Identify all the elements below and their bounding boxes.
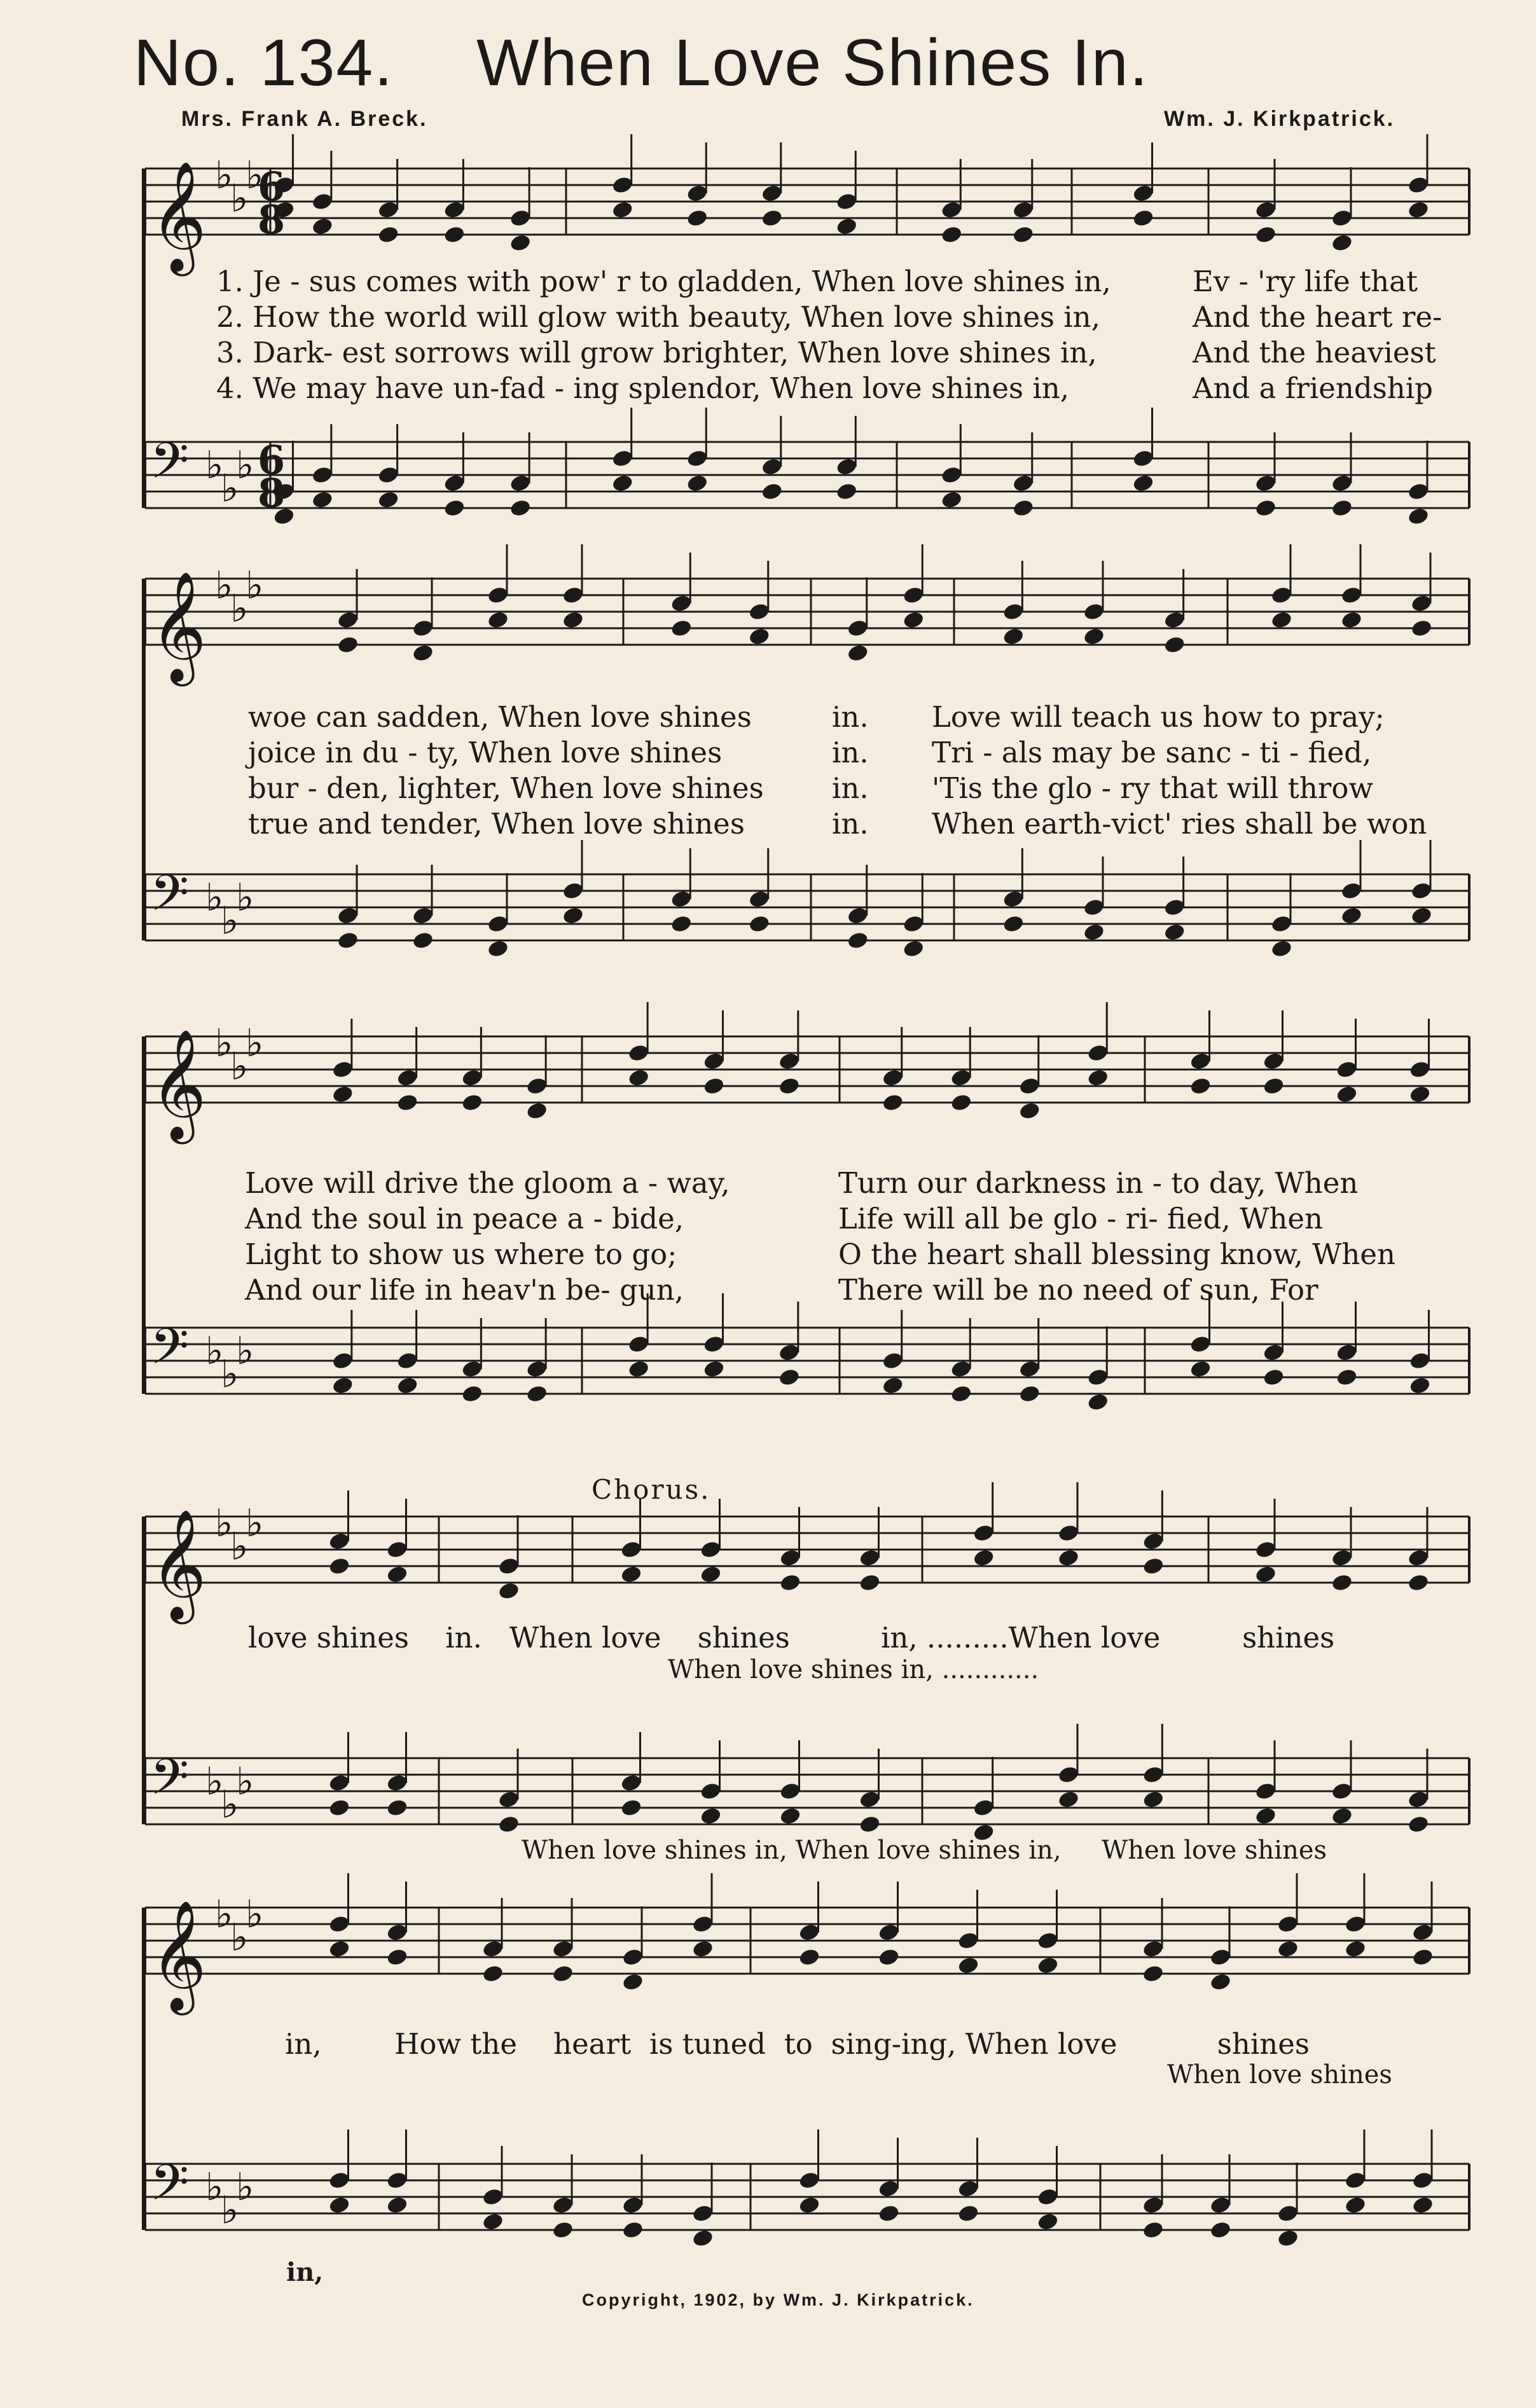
verse-line: in. xyxy=(832,736,869,769)
note-head xyxy=(779,1573,802,1593)
note-head xyxy=(497,1815,520,1834)
note-head xyxy=(328,1798,351,1818)
flat-icon: ♭ xyxy=(230,586,249,631)
verse-line: Life will all be glo - ri- fied, When xyxy=(838,1202,1323,1235)
note-head xyxy=(1270,939,1293,959)
verse-line: And our life in heav'n be- gun, xyxy=(245,1273,684,1307)
system4-alto-line: When love shines in, ............ xyxy=(668,1655,1039,1684)
note-head xyxy=(562,610,585,630)
note-head xyxy=(443,225,466,245)
system4-bass-line: When love shines in, When love shines in, When love shines xyxy=(522,1836,1327,1865)
note-head xyxy=(620,1565,643,1585)
note-head xyxy=(621,1972,644,1992)
composer-credit: Wm. J. Kirkpatrick. xyxy=(1164,107,1395,131)
note-head xyxy=(377,490,400,510)
flat-icon: ♭ xyxy=(246,153,264,198)
note-head xyxy=(1344,1939,1367,1959)
verse-line: Love will teach us how to pray; xyxy=(932,700,1385,734)
flat-icon: ♭ xyxy=(215,563,233,609)
note-head xyxy=(443,499,466,518)
verse-line: Tri - als may be sanc - ti - fied, xyxy=(932,736,1372,769)
note-head xyxy=(1277,1939,1299,1959)
note-head xyxy=(847,643,869,663)
note-head xyxy=(525,1384,548,1404)
verse-line: And the heaviest xyxy=(1193,336,1436,369)
flat-icon: ♭ xyxy=(221,466,239,511)
system5-bass-line: in, xyxy=(286,2257,324,2287)
note-head xyxy=(336,635,359,655)
verse-line: There will be no need of sun, For xyxy=(838,1273,1318,1307)
flat-icon: ♭ xyxy=(221,1352,239,1397)
note-head xyxy=(1037,1956,1060,1976)
note-head xyxy=(396,1093,419,1113)
note-head xyxy=(1277,2229,1299,2248)
flat-icon: ♭ xyxy=(246,1892,264,1937)
note-head xyxy=(1340,610,1363,630)
verse-line: joice in du - ty, When love shines xyxy=(248,736,723,769)
note-head xyxy=(1336,1368,1359,1387)
system1-verses-end xyxy=(1193,264,1442,406)
note-head xyxy=(386,2196,409,2215)
note-head xyxy=(1163,635,1186,655)
note-head xyxy=(878,2204,901,2224)
note-head xyxy=(1409,1376,1432,1396)
flat-icon: ♭ xyxy=(230,1524,249,1569)
note-head xyxy=(377,225,400,245)
verse-line: Love will drive the gloom a - way, xyxy=(245,1166,730,1200)
note-head xyxy=(691,2229,714,2248)
note-head xyxy=(1142,1790,1165,1810)
note-head xyxy=(1057,1548,1080,1568)
time-signature: 6 xyxy=(258,163,286,210)
flat-icon: ♭ xyxy=(215,1501,233,1546)
note-head xyxy=(487,939,509,959)
verse-line: bur - den, lighter, When love shines xyxy=(248,771,764,805)
note-head xyxy=(1411,1948,1434,1967)
verse-line: When earth-vict' ries shall be won xyxy=(932,807,1427,841)
system5-alto-line: When love shines xyxy=(1167,2060,1392,2089)
note-head xyxy=(1331,1573,1353,1593)
time-signature: 8 xyxy=(258,470,286,516)
verse-line: woe can sadden, When love shines xyxy=(248,700,752,734)
hymn-number: No. 134. xyxy=(134,26,394,100)
verse-line: Turn our darkness in - to day, When xyxy=(838,1166,1359,1200)
note-head xyxy=(620,1798,643,1818)
note-head xyxy=(1270,610,1293,630)
note-head xyxy=(700,1565,723,1585)
note-head xyxy=(1410,906,1433,926)
note-head xyxy=(1254,499,1277,518)
flat-icon: ♭ xyxy=(221,2188,239,2233)
verse-line: in. xyxy=(832,807,869,841)
note-head xyxy=(328,1557,351,1576)
note-head xyxy=(957,2204,980,2224)
note-head xyxy=(1002,914,1025,934)
bass-clef-icon: 𝄢 xyxy=(150,1749,190,1819)
note-head xyxy=(1132,209,1155,228)
note-head xyxy=(882,1376,904,1396)
verse-line: And the soul in peace a - bide, xyxy=(245,1202,684,1235)
flat-icon: ♭ xyxy=(236,876,254,921)
note-head xyxy=(328,1939,351,1959)
note-head xyxy=(1410,619,1433,638)
note-head xyxy=(1209,1972,1232,1992)
note-head xyxy=(847,931,869,951)
verse-line: 'Tis the glo - ry that will throw xyxy=(932,771,1373,805)
note-head xyxy=(1018,1384,1041,1404)
note-head xyxy=(1407,507,1430,526)
note-head xyxy=(798,2196,821,2215)
treble-clef-icon: 𝄞 xyxy=(150,161,207,272)
note-head xyxy=(1086,1393,1109,1412)
note-head xyxy=(461,1384,484,1404)
flat-icon: ♭ xyxy=(230,1044,249,1089)
note-head xyxy=(761,482,784,502)
note-head xyxy=(1189,1359,1212,1379)
treble-clef-icon: 𝄞 xyxy=(150,1029,207,1139)
note-head xyxy=(551,1964,574,1984)
system3-left xyxy=(245,1166,730,1308)
note-head xyxy=(835,217,858,237)
note-head xyxy=(778,1368,801,1387)
note-head xyxy=(1012,225,1035,245)
note-head xyxy=(396,1376,419,1396)
note-head xyxy=(1336,1085,1359,1104)
note-head xyxy=(412,931,434,951)
note-head xyxy=(703,1077,726,1096)
flat-icon: ♭ xyxy=(236,1759,254,1805)
flat-icon: ♭ xyxy=(246,1021,264,1066)
note-head xyxy=(670,619,693,638)
flat-icon: ♭ xyxy=(236,2165,254,2210)
verse-line: And a friendship xyxy=(1193,371,1433,405)
note-head xyxy=(1209,2220,1232,2240)
system4-lyric: love shines in. When love shines in, .........When love shines xyxy=(248,1621,1335,1655)
note-head xyxy=(481,1964,504,1984)
verse-line: 2. How the world will glow with beauty, When love shines in, xyxy=(216,300,1100,334)
note-head xyxy=(1254,225,1277,245)
note-head xyxy=(627,1068,650,1088)
flat-icon: ♭ xyxy=(205,1759,224,1805)
flat-icon: ♭ xyxy=(246,1501,264,1546)
note-head xyxy=(940,490,963,510)
note-head xyxy=(1331,1806,1353,1826)
note-head xyxy=(686,209,709,228)
note-head xyxy=(1263,1077,1285,1096)
note-head xyxy=(627,1359,650,1379)
flat-icon: ♭ xyxy=(205,1329,224,1374)
system2-left xyxy=(248,699,764,842)
verse-line: 3. Dark- est sorrows will grow brighter, When love shines in, xyxy=(216,336,1097,369)
note-head xyxy=(487,610,509,630)
time-signature: 6 xyxy=(258,437,286,483)
note-head xyxy=(1132,474,1155,493)
note-head xyxy=(331,1085,354,1104)
note-head xyxy=(882,1093,904,1113)
note-head xyxy=(778,1077,801,1096)
note-head xyxy=(386,1798,409,1818)
note-head xyxy=(957,1956,980,1976)
note-head xyxy=(328,2196,351,2215)
note-head xyxy=(940,225,963,245)
note-head xyxy=(1163,923,1186,942)
note-head xyxy=(703,1359,726,1379)
note-head xyxy=(859,1815,882,1834)
note-head xyxy=(878,1948,901,1967)
note-head xyxy=(1142,1557,1165,1576)
note-head xyxy=(691,1939,714,1959)
flat-icon: ♭ xyxy=(246,563,264,609)
note-head xyxy=(611,474,634,493)
note-head xyxy=(386,1565,409,1585)
treble-clef-icon: 𝄞 xyxy=(150,1900,207,2011)
note-head xyxy=(509,233,532,253)
note-head xyxy=(1083,627,1105,647)
flat-icon: ♭ xyxy=(215,1021,233,1066)
note-head xyxy=(902,939,925,959)
flat-icon: ♭ xyxy=(215,153,233,198)
note-head xyxy=(1409,1085,1432,1104)
note-head xyxy=(1057,1790,1080,1810)
bass-clef-icon: 𝄢 xyxy=(150,432,190,502)
verse-line: And the heart re- xyxy=(1193,300,1443,334)
note-head xyxy=(525,1101,548,1121)
flat-icon: ♭ xyxy=(215,1892,233,1937)
verse-line: in. xyxy=(832,771,869,805)
chorus-label: Chorus. xyxy=(592,1474,711,1505)
flat-icon: ♭ xyxy=(205,876,224,921)
note-head xyxy=(311,217,334,237)
note-head xyxy=(551,2220,574,2240)
note-head xyxy=(1254,1565,1277,1585)
note-head xyxy=(331,1376,354,1396)
flat-icon: ♭ xyxy=(221,898,239,944)
note-head xyxy=(621,2220,644,2240)
system1-verses xyxy=(216,264,1111,406)
bass-clef-icon: 𝄢 xyxy=(150,1318,190,1388)
verse-line: in. xyxy=(832,700,869,734)
note-head xyxy=(1018,1101,1041,1121)
note-head xyxy=(1340,906,1363,926)
note-head xyxy=(950,1384,972,1404)
note-head xyxy=(1263,1368,1285,1387)
note-head xyxy=(1002,627,1025,647)
note-head xyxy=(311,490,334,510)
note-head xyxy=(1142,2220,1165,2240)
flat-icon: ♭ xyxy=(221,1782,239,1827)
note-head xyxy=(412,643,434,663)
note-head xyxy=(902,610,925,630)
verse-line: 1. Je - sus comes with pow' r to gladden, When love shines in, xyxy=(216,265,1111,298)
note-head xyxy=(1407,200,1430,220)
note-head xyxy=(481,2212,504,2232)
flat-icon: ♭ xyxy=(236,1329,254,1374)
note-head xyxy=(1012,499,1035,518)
verse-line: 4. We may have un-fad - ing splendor, When love shines in, xyxy=(216,371,1070,405)
treble-clef-icon: 𝄞 xyxy=(150,1509,207,1620)
system2-right xyxy=(932,699,1427,842)
note-head xyxy=(336,931,359,951)
note-head xyxy=(562,906,585,926)
copyright-notice: Copyright, 1902, by Wm. J. Kirkpatrick. xyxy=(582,2290,974,2309)
note-head xyxy=(509,499,532,518)
treble-clef-icon: 𝄞 xyxy=(150,571,207,682)
note-head xyxy=(700,1806,723,1826)
note-head xyxy=(1331,499,1353,518)
note-head xyxy=(748,914,771,934)
note-head xyxy=(461,1093,484,1113)
note-head xyxy=(1411,2196,1434,2215)
note-head xyxy=(1189,1077,1212,1096)
note-head xyxy=(835,482,858,502)
note-head xyxy=(686,474,709,493)
bass-clef-icon: 𝄢 xyxy=(150,2154,190,2224)
note-head xyxy=(1086,1068,1109,1088)
flat-icon: ♭ xyxy=(230,1915,249,1960)
note-head xyxy=(1037,2212,1060,2232)
note-head xyxy=(611,200,634,220)
system3-right xyxy=(838,1166,1395,1308)
note-head xyxy=(972,1548,995,1568)
bass-clef-icon: 𝄢 xyxy=(150,865,190,935)
flat-icon: ♭ xyxy=(236,443,254,488)
note-head xyxy=(670,914,693,934)
system2-mid xyxy=(832,699,869,842)
verse-line: Ev - 'ry life that xyxy=(1193,265,1418,298)
note-head xyxy=(761,209,784,228)
note-head xyxy=(950,1093,972,1113)
time-signature: 8 xyxy=(258,196,286,243)
note-head xyxy=(386,1948,409,1967)
note-head xyxy=(1407,1815,1430,1834)
hymn-title: When Love Shines In. xyxy=(476,26,1149,100)
note-head xyxy=(779,1806,802,1826)
system5-lyric: in, How the heart is tuned to sing-ing, When love shines xyxy=(285,2027,1310,2061)
note-head xyxy=(748,627,771,647)
note-head xyxy=(1142,1964,1165,1984)
verse-line: true and tender, When love shines xyxy=(248,807,745,841)
note-head xyxy=(497,1581,520,1601)
note-head xyxy=(1254,1806,1277,1826)
note-head xyxy=(1083,923,1105,942)
note-head xyxy=(798,1948,821,1967)
flat-icon: ♭ xyxy=(230,176,249,221)
flat-icon: ♭ xyxy=(205,443,224,488)
note-head xyxy=(859,1573,882,1593)
note-head xyxy=(1407,1573,1430,1593)
note-head xyxy=(1331,233,1353,253)
lyricist-credit: Mrs. Frank A. Breck. xyxy=(181,107,428,131)
note-head xyxy=(1344,2196,1367,2215)
verse-line: Light to show us where to go; xyxy=(245,1237,677,1271)
verse-line: O the heart shall blessing know, When xyxy=(838,1237,1396,1271)
flat-icon: ♭ xyxy=(205,2165,224,2210)
